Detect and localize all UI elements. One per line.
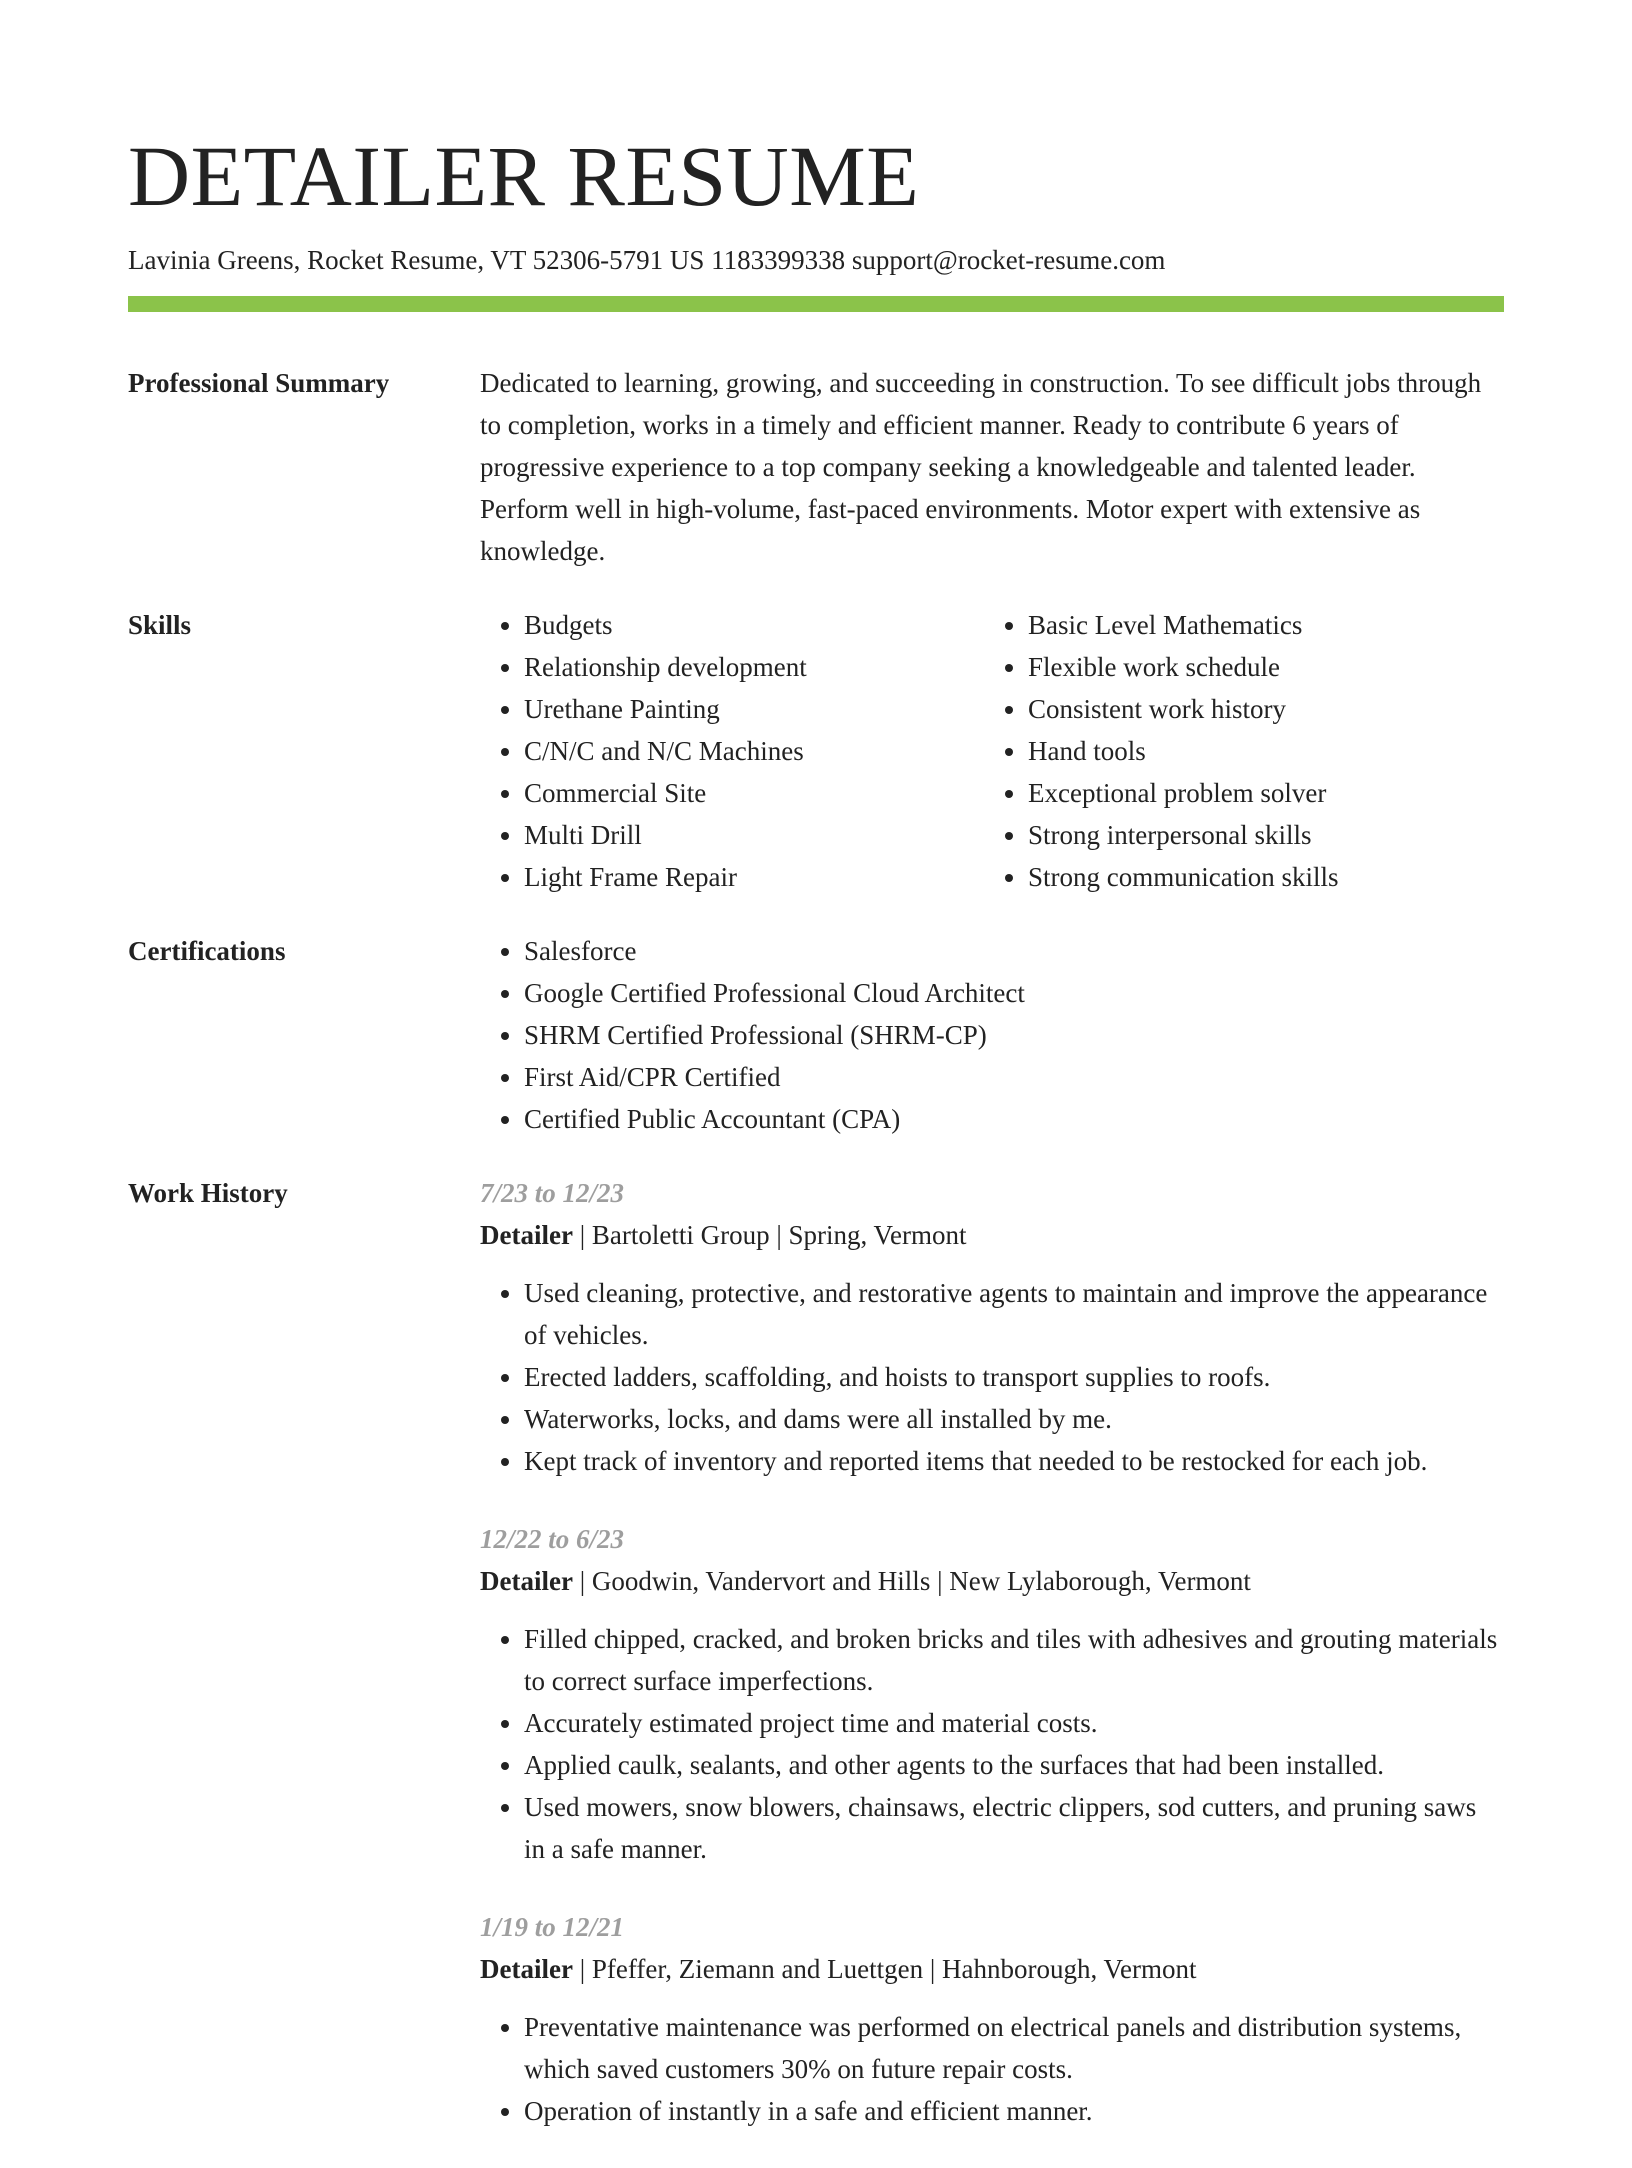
job-dates: 7/23 to 12/23 [480, 1178, 625, 1208]
work-history-heading: Work History [128, 1178, 288, 1208]
resume-title: DETAILER RESUME [128, 128, 920, 224]
job-role: Detailer [480, 1566, 573, 1596]
work-history-section [128, 1172, 1504, 2168]
skill-item: • Exceptional problem solver [1028, 772, 1488, 814]
job-employer: | Bartoletti Group | Spring, Vermont [572, 1220, 967, 1250]
summary-section [128, 362, 1504, 572]
certification-item: • Salesforce [524, 930, 1504, 972]
certification-item: • SHRM Certified Professional (SHRM-CP) [524, 1014, 1504, 1056]
job-entry [480, 1518, 1504, 1870]
skill-item: • Strong interpersonal skills [1028, 814, 1488, 856]
job-bullet: • Used mowers, snow blowers, chainsaws, electric clippers, sod cutters, and pruning saws in a safe manner. [524, 1786, 1504, 1870]
job-bullet: • Accurately estimated project time and material costs. [524, 1702, 1504, 1744]
skill-item: • Budgets [524, 604, 984, 646]
certification-item: • First Aid/CPR Certified [524, 1056, 1504, 1098]
job-bullet: • Erected ladders, scaffolding, and hoists to transport supplies to roofs. [524, 1356, 1504, 1398]
certifications-list [480, 930, 1504, 1140]
skill-item: • Commercial Site [524, 772, 984, 814]
certification-item: • Certified Public Accountant (CPA) [524, 1098, 1504, 1140]
skill-item: • Consistent work history [1028, 688, 1488, 730]
summary-text: Dedicated to learning, growing, and succeeding in construction. To see difficult jobs through to completion, works in a timely and efficient manner. Ready to contribute 6 years of progressive experience to a top company seeking a knowledgeable and talented leader. Perform well in high-volume, fast-paced environments. Motor expert with extensive as knowledge. [480, 368, 1482, 566]
job-dates: 12/22 to 6/23 [480, 1524, 625, 1554]
job-bullet: • Operation of instantly in a safe and efficient manner. [524, 2090, 1504, 2132]
certifications-heading: Certifications [128, 936, 286, 966]
certifications-section [128, 930, 1504, 1140]
skill-item: • Hand tools [1028, 730, 1488, 772]
job-employer: | Goodwin, Vandervort and Hills | New Lylaborough, Vermont [572, 1566, 1251, 1596]
certification-item: • Google Certified Professional Cloud Architect [524, 972, 1504, 1014]
skill-item: • Basic Level Mathematics [1028, 604, 1488, 646]
job-bullet: • Preventative maintenance was performed on electrical panels and distribution systems, which saved customers 30% on future repair costs. [524, 2006, 1504, 2090]
job-role: Detailer [480, 1954, 573, 1984]
job-dates: 1/19 to 12/21 [480, 1912, 625, 1942]
job-employer: | Pfeffer, Ziemann and Luettgen | Hahnborough, Vermont [572, 1954, 1197, 1984]
contact-line: Lavinia Greens, Rocket Resume, VT 52306-5791 US 1183399338 support@rocket-resume.com [128, 245, 1166, 275]
summary-heading: Professional Summary [128, 368, 390, 398]
skill-item: • C/N/C and N/C Machines [524, 730, 984, 772]
job-title-line [480, 1214, 1504, 1256]
job-bullet: • Used cleaning, protective, and restorative agents to maintain and improve the appearance of vehicles. [524, 1272, 1504, 1356]
header-divider [128, 296, 1504, 312]
skills-heading: Skills [128, 610, 192, 640]
skills-section [128, 604, 1504, 898]
job-bullet: • Filled chipped, cracked, and broken bricks and tiles with adhesives and grouting materials to correct surface imperfections. [524, 1618, 1504, 1702]
job-role: Detailer [480, 1220, 573, 1250]
job-title-line [480, 1560, 1504, 1602]
job-entry [480, 1172, 1504, 1482]
work-history-list [480, 1172, 1504, 2168]
skill-item: • Multi Drill [524, 814, 984, 856]
skill-item: • Urethane Painting [524, 688, 984, 730]
skill-item: • Light Frame Repair [524, 856, 984, 898]
job-title-line [480, 1948, 1504, 1990]
job-bullet: • Waterworks, locks, and dams were all installed by me. [524, 1398, 1504, 1440]
skills-column-left [480, 604, 984, 898]
skills-column-right [984, 604, 1488, 898]
skill-item: • Strong communication skills [1028, 856, 1488, 898]
job-entry [480, 1906, 1504, 2132]
skill-item: • Flexible work schedule [1028, 646, 1488, 688]
job-bullet: • Kept track of inventory and reported items that needed to be restocked for each job. [524, 1440, 1504, 1482]
skills-columns [480, 604, 1504, 898]
job-bullet: • Applied caulk, sealants, and other agents to the surfaces that had been installed. [524, 1744, 1504, 1786]
skill-item: • Relationship development [524, 646, 984, 688]
